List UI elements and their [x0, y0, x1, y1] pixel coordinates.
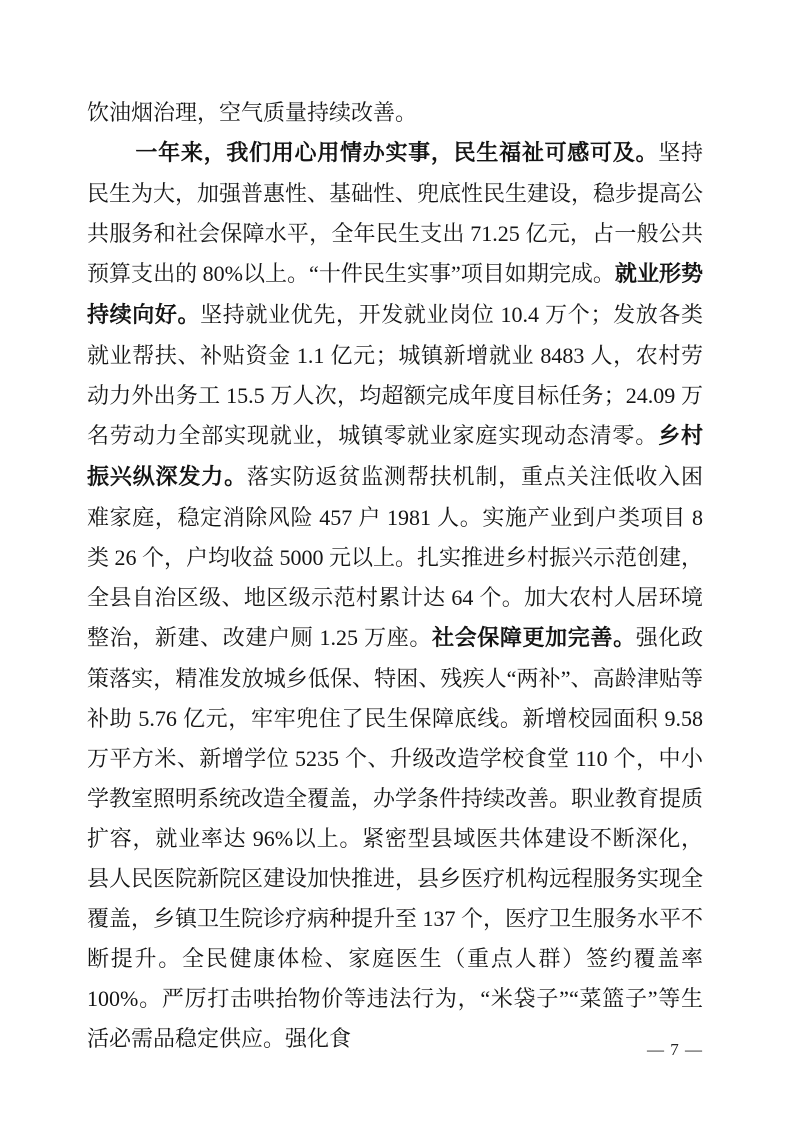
inline-heading-social-security: 社会保障更加完善。 [432, 626, 636, 651]
text-segment: 强化政策落实，精准发放城乡低保、特困、残疾人“两补”、高龄津贴等补助 5.76 亿元，牢牢兜住了民生保障底线。新增校园面积 9.58 万平方米、新增学位 5235 个、升级改造学校食堂 110 个，中小学教室照明系统改造全覆盖，办学条件持续改善。职业教育提质扩容，就业率达 96%以上。紧密型县域医共体建设不断深化，县人民医院新院区建设加快推进，县乡医疗机构远程服务实现全覆盖，乡镇卫生院诊疗病种提升至 137 个，医疗卫生服务水平不断提升。全民健康体检、家庭医生（重点人群）签约覆盖率 100%。严厉打击哄抬物价等违法行为，“米袋子”“菜篮子”等生活必需品稳定供应。强化食 [87, 625, 704, 1051]
inline-heading-people-livelihood: 一年来，我们用心用情办实事，民生福祉可感可及。 [135, 141, 659, 166]
page-number: — 7 — [647, 1040, 703, 1059]
inline-heading-rural-revitalization: 乡村振兴纵深发力。 [87, 424, 703, 490]
text-segment: 坚持就业优先，开发就业岗位 10.4 万个；发放各类就业帮扶、补贴资金 1.1 亿元；城镇新增就业 8483 人，农村劳动力外出务工 15.5 万人次，均超额完成年度目标任务；24.09 万名劳动力全部实现就业，城镇零就业家庭实现动态清零。 [87, 302, 703, 448]
paragraph-continuation [87, 93, 703, 133]
text-segment: 坚持民生为大，加强普惠性、基础性、兜底性民生建设，稳步提高公共服务和社会保障水平，全年民生支出 71.25 亿元，占一般公共预算支出的 80%以上。“十件民生实事”项目如期完成。 [87, 140, 704, 286]
report-text-block [87, 93, 703, 1059]
inline-heading-employment: 就业形势持续向好。 [87, 262, 703, 328]
text-segment: 饮油烟治理，空气质量持续改善。 [87, 100, 418, 125]
text-segment: 落实防返贫监测帮扶机制，重点关注低收入困难家庭，稳定消除风险 457 户 1981 人。实施产业到户类项目 8 类 26 个，户均收益 5000 元以上。扎实推进乡村振兴示范创建，全县自治区级、地区级示范村累计达 64 个。加大农村人居环境整治，新建、改建户厕 1.25 万座。 [87, 464, 704, 650]
paragraph-livelihood [87, 133, 703, 1059]
